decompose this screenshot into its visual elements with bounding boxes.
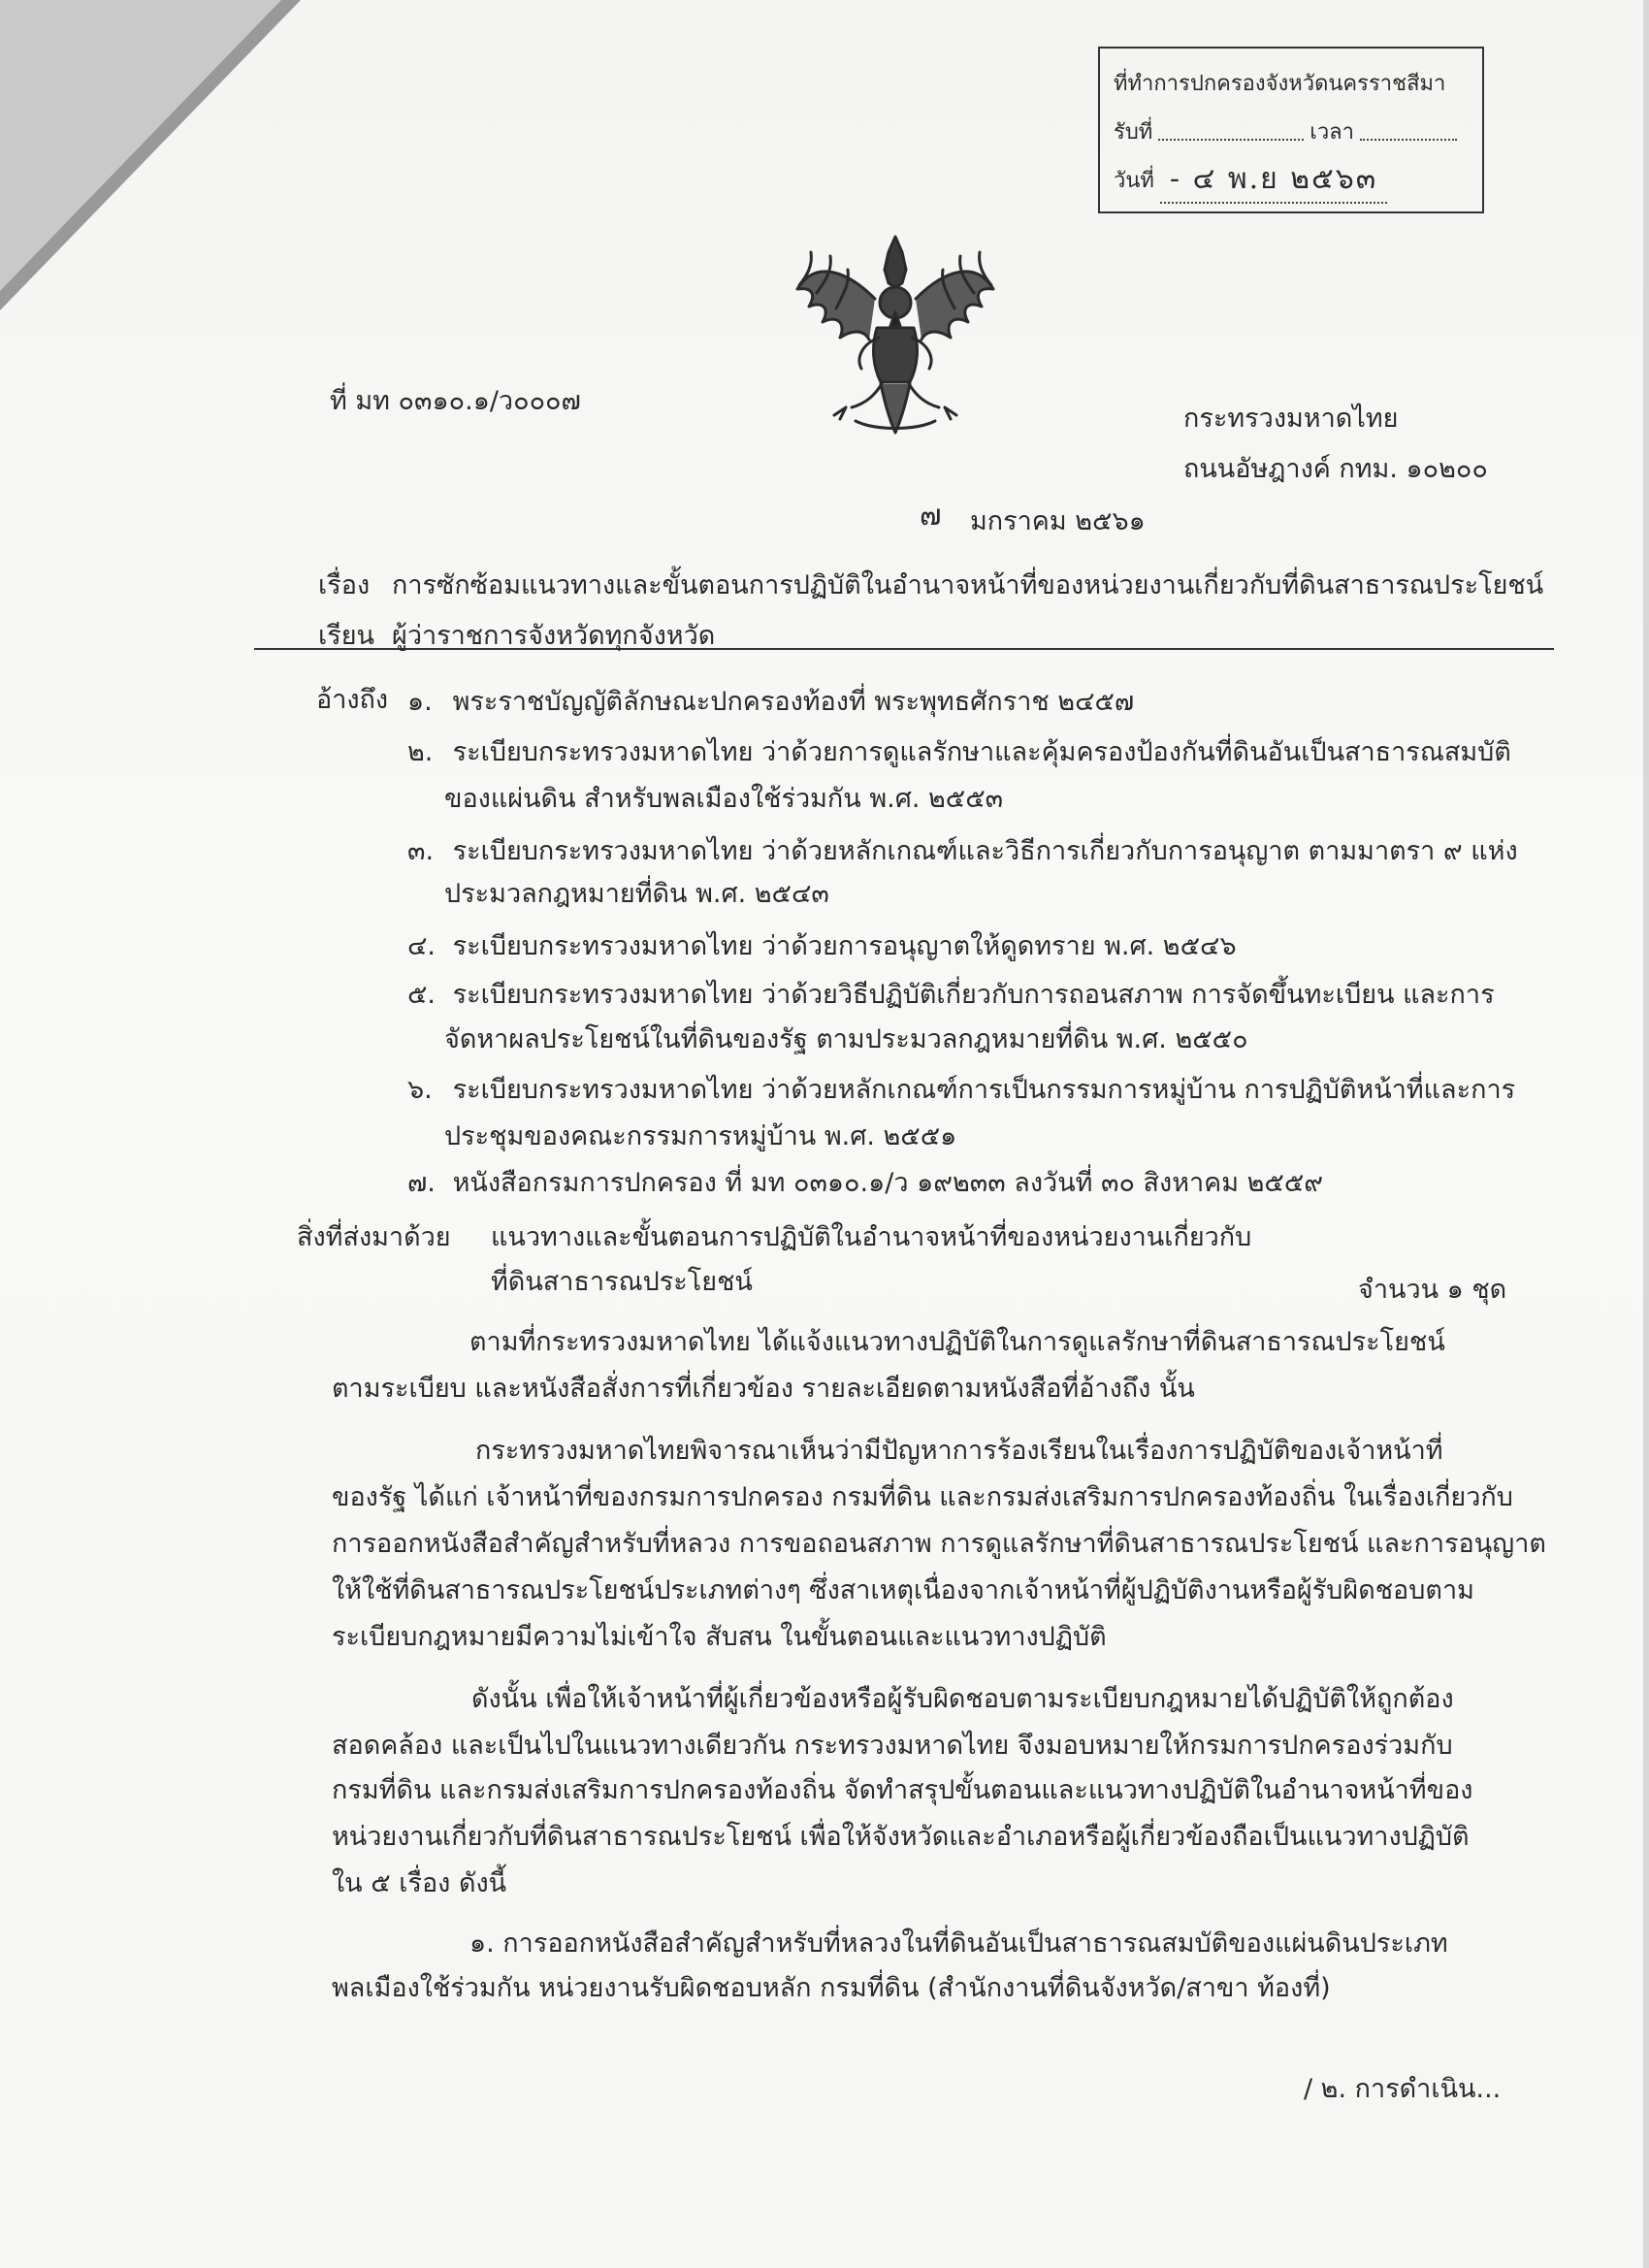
ministry-address: ถนนอัษฎางค์ กทม. ๑๐๒๐๐ — [1183, 454, 1488, 484]
reference-text: ระเบียบกระทรวงมหาดไทย ว่าด้วยหลักเกณฑ์การเป็นกรรมการหมู่บ้าน การปฏิบัติหน้าที่และการ — [452, 1075, 1516, 1105]
reference-number: ๕. — [407, 980, 436, 1010]
reference-number: ๔. — [407, 931, 436, 961]
paragraph-3-line-4: หน่วยงานเกี่ยวกับที่ดินสาธารณประโยชน์ เพื่อให้จังหวัดและอำเภอหรือผู้เกี่ยวข้องถือเป็นแนวทางปฏิบัติ — [332, 1822, 1470, 1852]
folded-corner-inner — [0, 0, 281, 291]
stamp-receipt-label: รับที่ — [1114, 119, 1153, 145]
to-text: ผู้ว่าราชการจังหวัดทุกจังหวัด — [392, 621, 716, 651]
paragraph-4-line-2: พลเมืองใช้ร่วมกัน หน่วยงานรับผิดชอบหลัก กรมที่ดิน (สำนักงานที่ดินจังหวัด/สาขา ท้องที่) — [332, 1973, 1331, 2003]
reference-number: ๗. — [407, 1168, 436, 1198]
paragraph-4-line-1: ๑. การออกหนังสือสำคัญสำหรับที่หลวงในที่ดินอันเป็นสาธารณสมบัติของแผ่นดินประเภท — [469, 1928, 1448, 1959]
paragraph-2-line-4: ให้ใช้ที่ดินสาธารณประโยชน์ประเภทต่างๆ ซึ่งสาเหตุเนื่องจากเจ้าหน้าที่ผู้ปฏิบัติงานหรือผู้รับผิดชอบตาม — [332, 1575, 1474, 1605]
to-label: เรียน — [318, 621, 375, 651]
date-day: ๗ — [920, 499, 944, 533]
paragraph-1-line-2: ตามระเบียบ และหนังสือสั่งการที่เกี่ยวข้อง รายละเอียดตามหนังสือที่อ้างถึง นั้น — [332, 1374, 1195, 1404]
reference-text: ระเบียบกระทรวงมหาดไทย ว่าด้วยหลักเกณฑ์และวิธีการเกี่ยวกับการอนุญาต ตามมาตรา ๙ แห่ง — [452, 836, 1518, 866]
stamp-time-blank — [1360, 121, 1457, 141]
subject-label: เรื่อง — [318, 570, 371, 600]
garuda-emblem-icon — [788, 231, 1003, 437]
enclosure-count: จำนวน ๑ ชุด — [1358, 1275, 1507, 1305]
enclosure-label: สิ่งที่ส่งมาด้วย — [297, 1222, 451, 1252]
stamp-office: ที่ทำการปกครองจังหวัดนครราชสีมา — [1114, 71, 1446, 96]
reference-item — [407, 832, 1518, 871]
reference-item — [407, 976, 1495, 1015]
references-label: อ้างถึง — [316, 685, 389, 715]
reference-item — [407, 683, 1134, 722]
date-month-year: มกราคม ๒๕๖๑ — [970, 506, 1146, 536]
ministry-name: กระทรวงมหาดไทย — [1183, 404, 1399, 434]
reference-text: ระเบียบกระทรวงมหาดไทย ว่าด้วยการดูแลรักษาและคุ้มครองป้องกันที่ดินอันเป็นสาธารณสมบัติ — [452, 737, 1511, 767]
stamp-time-label: เวลา — [1310, 119, 1355, 145]
reference-text: ระเบียบกระทรวงมหาดไทย ว่าด้วยวิธีปฏิบัติเกี่ยวกับการถอนสภาพ การจัดขึ้นทะเบียน และการ — [452, 980, 1495, 1010]
document-number: ที่ มท ๐๓๑๐.๑/ว๐๐๐๗ — [330, 386, 581, 416]
reference-text-continued: ของแผ่นดิน สำหรับพลเมืองใช้ร่วมกัน พ.ศ. ๒๕๕๓ — [444, 784, 1004, 814]
paper-edge — [1643, 0, 1649, 2268]
receipt-stamp — [1098, 47, 1484, 213]
stamp-date-label: วันที่ — [1114, 168, 1154, 193]
reference-text: หนังสือกรมการปกครอง ที่ มท ๐๓๑๐.๑/ว ๑๙๒๓๓ ลงวันที่ ๓๐ สิงหาคม ๒๕๕๙ — [452, 1168, 1324, 1198]
reference-text: ระเบียบกระทรวงมหาดไทย ว่าด้วยการอนุญาตให้ดูดทราย พ.ศ. ๒๕๔๖ — [452, 931, 1237, 961]
reference-item — [407, 733, 1511, 772]
paragraph-2-line-1: กระทรวงมหาดไทยพิจารณาเห็นว่ามีปัญหาการร้องเรียนในเรื่องการปฏิบัติของเจ้าหน้าที่ — [475, 1436, 1443, 1466]
reference-text: พระราชบัญญัติลักษณะปกครองท้องที่ พระพุทธศักราช ๒๔๕๗ — [452, 687, 1135, 717]
paragraph-3-line-1: ดังนั้น เพื่อให้เจ้าหน้าที่ผู้เกี่ยวข้องหรือผู้รับผิดชอบตามระเบียบกฎหมายได้ปฏิบัติให้ถูกต้อง — [471, 1684, 1454, 1714]
reference-item — [407, 927, 1237, 966]
reference-item — [407, 1071, 1515, 1110]
reference-item — [407, 1164, 1323, 1203]
reference-text-continued: จัดหาผลประโยชน์ในที่ดินของรัฐ ตามประมวลกฎหมายที่ดิน พ.ศ. ๒๕๕๐ — [444, 1024, 1248, 1054]
reference-text-continued: ประมวลกฎหมายที่ดิน พ.ศ. ๒๕๔๓ — [444, 879, 829, 909]
reference-number: ๖. — [407, 1075, 433, 1105]
subject-text: การซักซ้อมแนวทางและขั้นตอนการปฏิบัติในอำนาจหน้าที่ของหน่วยงานเกี่ยวกับที่ดินสาธารณประโยชน์ — [392, 570, 1544, 600]
stamp-receipt-blank — [1158, 121, 1304, 141]
paragraph-1-line-1: ตามที่กระทรวงมหาดไทย ได้แจ้งแนวทางปฏิบัติในการดูแลรักษาที่ดินสาธารณประโยชน์ — [469, 1327, 1445, 1357]
paragraph-3-line-5: ใน ๕ เรื่อง ดังนี้ — [332, 1868, 507, 1898]
enclosure-line-2: ที่ดินสาธารณประโยชน์ — [491, 1267, 753, 1297]
paragraph-2-line-3: การออกหนังสือสำคัญสำหรับที่หลวง การขอถอนสภาพ การดูแลรักษาที่ดินสาธารณประโยชน์ และการอนุญาต — [332, 1529, 1546, 1559]
stamp-date-value: - ๔ พ.ย ๒๕๖๓ — [1160, 156, 1387, 204]
reference-number: ๒. — [407, 737, 434, 767]
paragraph-2-line-2: ของรัฐ ได้แก่ เจ้าหน้าที่ของกรมการปกครอง กรมที่ดิน และกรมส่งเสริมการปกครองท้องถิ่น ในเรื่องเกี่ยวกับ — [332, 1482, 1513, 1512]
paragraph-3-line-2: สอดคล้อง และเป็นไปในแนวทางเดียวกัน กระทรวงมหาดไทย จึงมอบหมายให้กรมการปกครองร่วมกับ — [332, 1731, 1453, 1761]
paragraph-3-line-3: กรมที่ดิน และกรมส่งเสริมการปกครองท้องถิ่น จัดทำสรุปขั้นตอนและแนวทางปฏิบัติในอำนาจหน้าที่ของ — [332, 1775, 1473, 1805]
reference-number: ๑. — [407, 687, 433, 717]
reference-text-continued: ประชุมของคณะกรรมการหมู่บ้าน พ.ศ. ๒๕๕๑ — [444, 1121, 957, 1151]
paragraph-2-line-5: ระเบียบกฎหมายมีความไม่เข้าใจ สับสน ในขั้นตอนและแนวทางปฏิบัติ — [332, 1622, 1107, 1652]
reference-number: ๓. — [407, 836, 435, 866]
enclosure-line-1: แนวทางและขั้นตอนการปฏิบัติในอำนาจหน้าที่ของหน่วยงานเกี่ยวกับ — [491, 1222, 1252, 1252]
page-continuation: / ๒. การดำเนิน... — [1304, 2074, 1502, 2104]
